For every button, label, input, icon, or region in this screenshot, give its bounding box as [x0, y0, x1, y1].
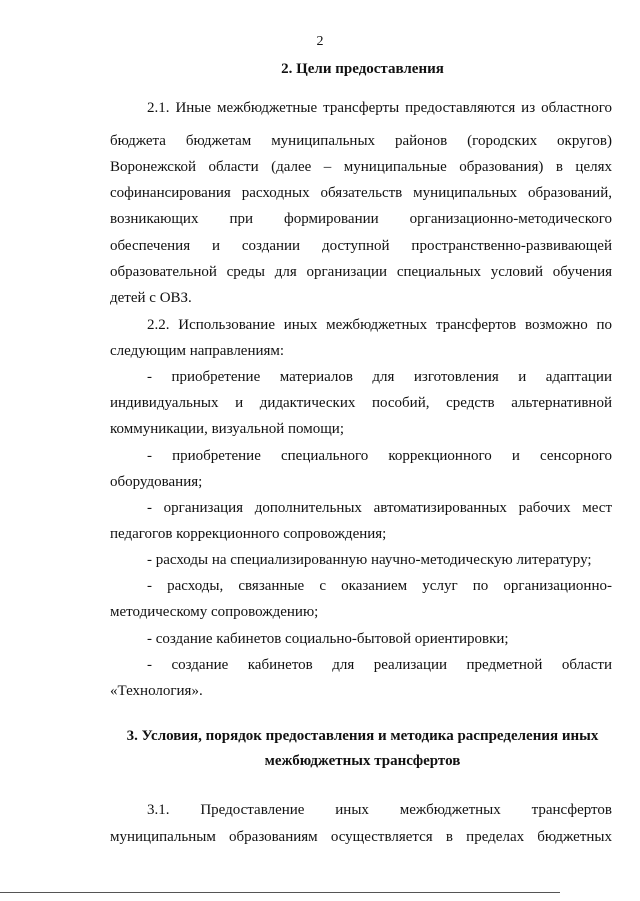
footer-rule	[0, 892, 560, 893]
text-line-19: - расходы, связанные с оказанием услуг по организационно-	[147, 578, 612, 594]
text-line-12: индивидуальных и дидактических пособий, средств альтернативной	[110, 395, 612, 411]
text-line-2: бюджета бюджетам муниципальных районов (городских округов)	[110, 133, 612, 149]
text-line-8: детей с ОВЗ.	[110, 290, 192, 306]
section-2-title: 2. Цели предоставления	[281, 61, 444, 77]
section-3-title-line-1: 3. Условия, порядок предоставления и методика распределения иных	[126, 728, 599, 744]
text-line-6: обеспечения и создании доступной пространственно-развивающей	[110, 238, 612, 254]
text-line-14: - приобретение специального коррекционного и сенсорного	[147, 448, 612, 464]
text-line-13: коммуникации, визуальной помощи;	[110, 421, 345, 437]
page-number: 2	[316, 34, 324, 49]
text-line-10: следующим направлениям:	[110, 343, 285, 359]
text-line-21: - создание кабинетов социально-бытовой ориентировки;	[147, 631, 509, 647]
text-line-23: «Технология».	[110, 683, 203, 699]
text-line-25: муниципальным образованиям осуществляется в пределах бюджетных	[110, 829, 612, 845]
text-line-1: 2.1. Иные межбюджетные трансферты предоставляются из областного	[147, 100, 612, 116]
text-line-20: методическому сопровождению;	[110, 604, 319, 620]
text-line-11: - приобретение материалов для изготовления и адаптации	[147, 369, 612, 385]
text-line-16: - организация дополнительных автоматизированных рабочих мест	[147, 500, 612, 516]
section-3-title-line-2: межбюджетных трансфертов	[264, 753, 461, 769]
text-line-5: возникающих при формировании организационно-методического	[110, 211, 612, 227]
text-line-7: образовательной среды для организации специальных условий обучения	[110, 264, 612, 280]
text-line-24: 3.1. Предоставление иных межбюджетных трансфертов	[147, 802, 612, 818]
text-line-3: Воронежской области (далее – муниципальные образования) в целях	[110, 159, 612, 175]
text-line-4: софинансирования расходных обязательств муниципальных образований,	[110, 185, 612, 201]
text-line-17: педагогов коррекционного сопровождения;	[110, 526, 387, 542]
text-line-22: - создание кабинетов для реализации предметной области	[147, 657, 612, 673]
text-line-18: - расходы на специализированную научно-методическую литературу;	[147, 552, 592, 568]
text-line-9: 2.2. Использование иных межбюджетных трансфертов возможно по	[147, 317, 612, 333]
text-line-15: оборудования;	[110, 474, 203, 490]
